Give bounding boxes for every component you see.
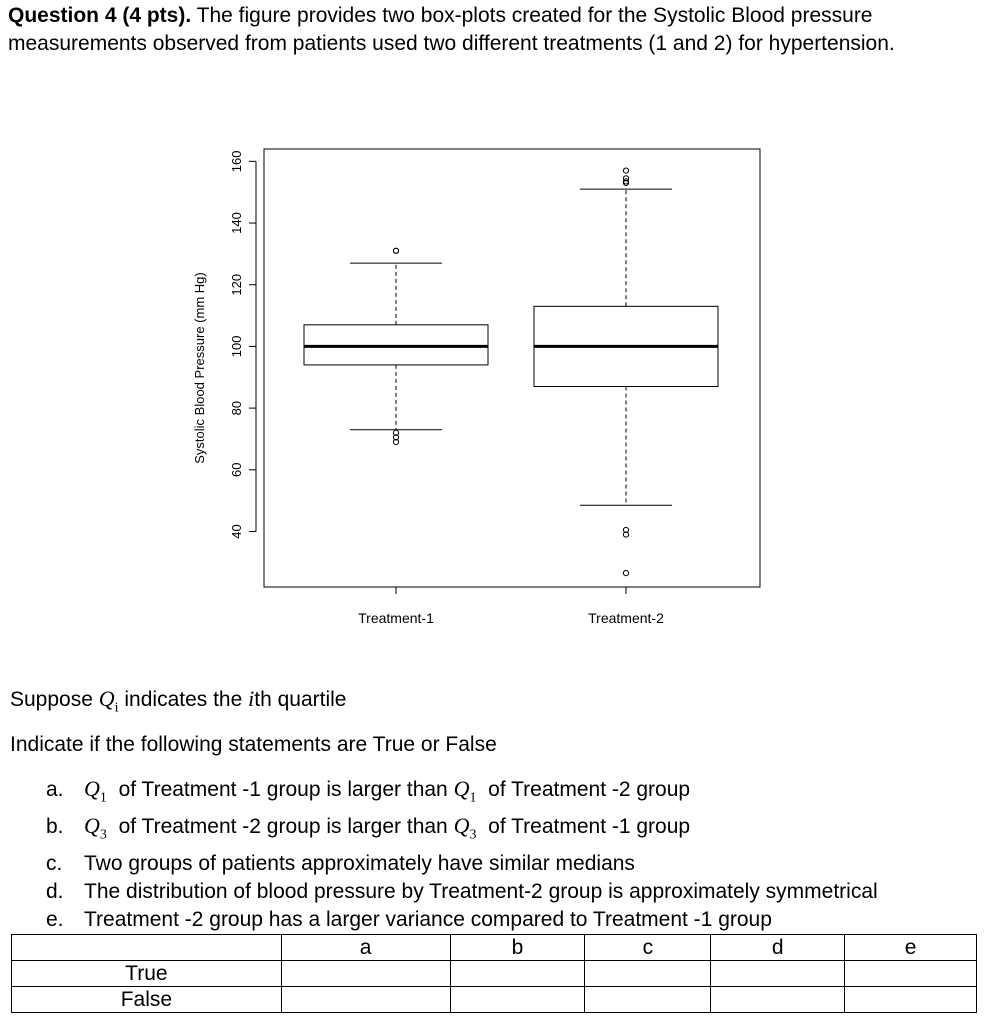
iqr-box	[304, 325, 488, 365]
column-header-e: e	[845, 935, 977, 961]
statement-b: b. $Q_3$ of Treatment -2 group is larger than $Q_3$ of Treatment -1 group	[46, 813, 691, 843]
answer-table	[11, 934, 977, 1013]
outlier-point	[393, 248, 398, 253]
y-tick-label: 140	[229, 212, 244, 234]
answer-cell-a-false[interactable]	[281, 987, 450, 1013]
y-tick-label: 120	[229, 273, 244, 296]
outlier-point	[623, 168, 628, 173]
x-tick-label: Treatment-1	[358, 610, 434, 626]
quartile-note-prefix: Suppose	[10, 688, 93, 711]
answer-table-header	[12, 935, 977, 961]
y-tick-label: 100	[229, 335, 244, 358]
q3-symbol: $Q_3$	[453, 813, 477, 843]
answer-cell-c-false[interactable]	[585, 987, 711, 1013]
quartile-note-suffix: th quartile	[254, 688, 347, 711]
column-header-b: b	[450, 935, 585, 961]
q-symbol: $Q_i$	[98, 686, 119, 716]
outlier-point	[623, 571, 628, 576]
quartile-note	[10, 686, 347, 721]
y-tick-label: 160	[229, 150, 244, 173]
answer-row-true	[12, 961, 977, 987]
boxes	[304, 168, 718, 576]
x-axis	[358, 587, 664, 626]
row-label-true: True	[12, 961, 282, 987]
answer-cell-b-false[interactable]	[450, 987, 585, 1013]
q1-symbol: $Q_1$	[453, 776, 477, 806]
column-header-c: c	[585, 935, 711, 961]
instruction: Indicate if the following statements are True or False	[10, 733, 497, 756]
answer-cell-e-false[interactable]	[845, 987, 977, 1013]
statement-list	[46, 775, 878, 934]
corner-cell	[12, 935, 282, 961]
y-tick-label: 80	[229, 400, 244, 416]
statement-d: d. The distribution of blood pressure by Treatment-2 group is approximately symmetrical	[46, 879, 878, 903]
boxplot-treatment-2	[534, 168, 718, 576]
q3-symbol: $Q_3$	[84, 813, 107, 843]
question-text: The figure provides two box-plots created for the Systolic Blood pressure measurements observed from patients used two different treatments (1 and 2) for hypertension.	[8, 4, 895, 55]
answer-cell-c-true[interactable]	[585, 961, 711, 987]
answer-cell-b-true[interactable]	[450, 961, 585, 987]
i-symbol: i	[248, 686, 255, 711]
statement-c: c. Two groups of patients approximately have similar medians	[46, 851, 635, 875]
row-label-false: False	[12, 987, 282, 1013]
answer-cell-a-true[interactable]	[281, 961, 450, 987]
question-title: Question 4 (4 pts).	[8, 4, 192, 27]
quartile-note-middle: indicates the	[124, 688, 243, 711]
column-header-a: a	[281, 935, 450, 961]
answer-cell-e-true[interactable]	[845, 961, 977, 987]
y-axis-label: Systolic Blood Pressure (mm Hg)	[192, 272, 207, 464]
answer-cell-d-true[interactable]	[711, 961, 845, 987]
answer-cell-d-false[interactable]	[711, 987, 845, 1013]
y-tick-label: 60	[229, 462, 244, 478]
column-header-d: d	[711, 935, 845, 961]
y-tick-label: 40	[229, 524, 244, 539]
q1-symbol: $Q_1$	[84, 776, 107, 806]
statement-e: e. Treatment -2 group has a larger variance compared to Treatment -1 group	[46, 907, 772, 931]
statement-a: a. $Q_1$ of Treatment -1 group is larger than $Q_1$ of Treatment -2 group	[46, 776, 691, 806]
y-axis	[229, 150, 256, 538]
boxplot-treatment-1	[304, 248, 488, 444]
x-tick-label: Treatment-2	[588, 610, 664, 626]
answer-row-false	[12, 987, 977, 1013]
